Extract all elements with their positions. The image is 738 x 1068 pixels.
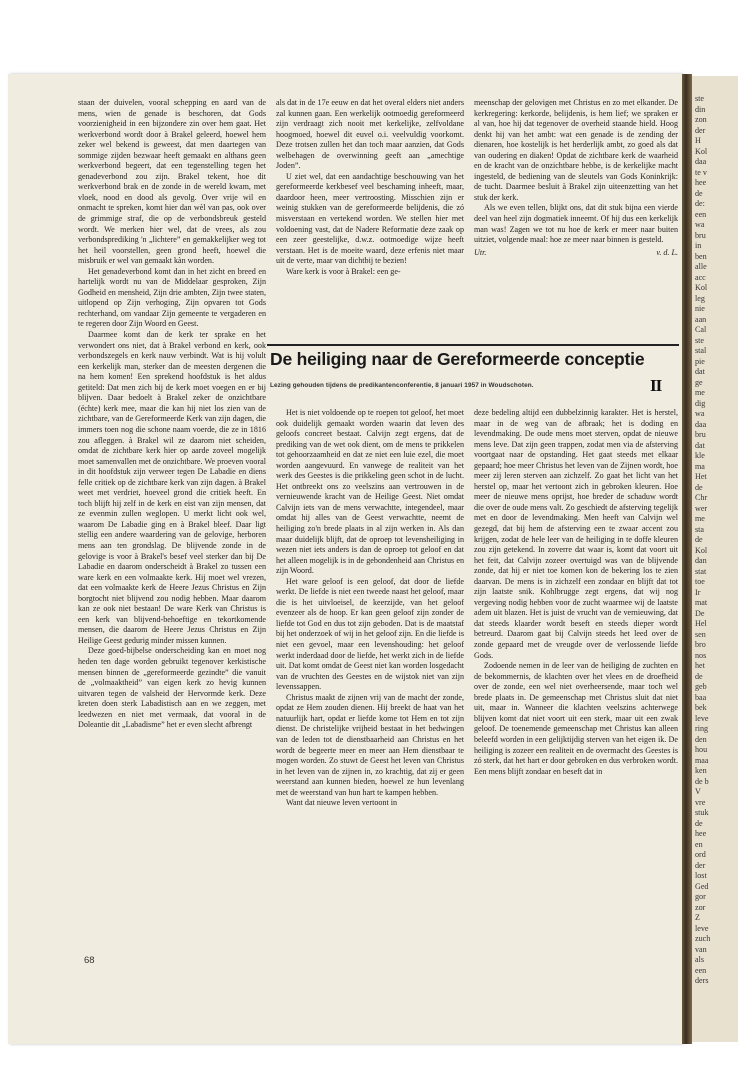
paragraph: U ziet wel, dat een aandachtige beschouwing van het gereformeerde kerkbesef veel beschaming inheeft, maar, daardoor heen, meer vertroosting. Misschien zijn er weinig stukken van de gereformeerde belijdenis, die zó misverstaan en vertekend worden. We stellen hier met voldoening vast, dat de Nadere Reformatie deze zaak op een zeer geestelijke, d.w.z. ootmoedige wijze heeft verstaan. Het is de moeite waard, deze erfenis niet maar uit de verte, maar van dichtbij te bezien! <box>276 171 464 266</box>
next-page-fragment: stat <box>695 566 707 576</box>
next-page-fragment: dat <box>695 367 705 376</box>
article-title: De heiliging naar de Gereformeerde conceptie <box>270 349 645 369</box>
next-page-fragment: din <box>695 104 706 114</box>
column-2-article <box>276 408 464 809</box>
paragraph: Zodoende nemen in de leer van de heiliging de zuchten en de bekommernis, de klachten over het vlees en de droefheid over de zonde, een wel niet overheersende, maar toch wel brede plaats in. De gemeenschap met Christus sluit dat niet uit, maar in. Wanneer die klachten veelszins achterwege blijven komt dat niet voort uit een sterk, maar uit een zwak geloof. De toenemende gemeenschap met Christus kan alleen beleefd worden in een gelijktijdig sterven van het eigen ik. De heiliging is zozeer een realiteit en de overmacht des Geestes is zó sterk, dat het hart er door gebroken en dus verbroken wordt. Een mens blijft zondaar en beseft dat in <box>474 661 678 776</box>
next-page-text-fragments <box>695 94 738 987</box>
next-page-fragment: de <box>695 188 703 198</box>
paragraph: Christus maakt de zijnen vrij van de macht der zonde, opdat ze Hem zouden dienen. Hij breekt de haat van het natuurlijk hart, opdat er liefde kome tot Hem en tot zijn dienst. De christelijke vrijheid bestaat in het bedwingen van de leden tot de dienstbaarheid aan Christus en het wordt de begeerte meer en meer aan Hem dienstbaar te mogen worden. Zo stuwt de Geest het leven van Christus in het leven van de zijnen in, zo krachtig, dat zij er geen weerstand aan kunnen bieden, hoewel ze hun levenlang met de weerstand van hun hart te kampen hebben. <box>276 692 464 797</box>
next-page-fragment: de <box>695 671 703 681</box>
paragraph: Deze goed-bijbelse onderscheiding kan en moet nog heden ten dage worden gebruikt tegenover kerkistische mensen binnen de „gereformeerde gezindte” die vanuit de „volmaaktheid” van eigen kerk zo hevig kunnen uitvaren tegen de valsheid der Hervormde kerk. Deze kreten doen sterk Labadistisch aan en we zeggen, met leedwezen en niet met vermaak, dat vooral in de Doleantie dit „Labadisme” het er even slecht afbrengt <box>78 646 266 730</box>
next-page-fragment: het <box>695 661 705 670</box>
signature-place: Utr. <box>474 247 487 257</box>
next-page-fragment: den <box>695 734 707 744</box>
next-page-fragment: daa <box>695 419 707 429</box>
next-page-fragment: stal <box>695 346 707 355</box>
next-page-fragment: Chr <box>695 493 708 502</box>
next-page-fragment: der <box>695 860 706 870</box>
next-page-fragment: ste <box>695 335 704 345</box>
next-page-fragment: wa <box>695 409 705 418</box>
next-page-fragment: maa <box>695 755 709 765</box>
next-page-fragment: pie <box>695 356 705 366</box>
next-page-fragment: V <box>695 787 701 796</box>
next-page-fragment: en <box>695 839 703 849</box>
next-page-fragment: me <box>695 388 705 397</box>
next-page-fragment: een <box>695 209 707 219</box>
book-gutter <box>682 74 692 1044</box>
next-page-fragment: gor <box>695 892 706 901</box>
next-page-fragment: Hel <box>695 619 707 628</box>
next-page-fragment: nos <box>695 650 707 660</box>
next-page-fragment: de b <box>695 776 709 786</box>
next-page-fragment: leve <box>695 713 709 723</box>
article-rule-top <box>267 344 679 346</box>
next-page-fragment: leve <box>695 923 709 933</box>
paragraph: Als we even tellen, blijkt ons, dat dit stuk bijna een vierde deel van heel zijn dogmatiek inneemt. Of hij dus een kerkelijk man was! Zagen we tot nu hoe de kerk er meer naar buiten uitziet, volgende maal: hoe ze meer naar binnen is gesteld. <box>474 203 678 245</box>
part-number: II <box>650 376 662 395</box>
next-page-fragment: mat <box>695 598 708 607</box>
next-page-fragment: der <box>695 125 706 135</box>
paragraph: Het genadeverbond komt dan in het zicht en breed en hartelijk wordt nu van de Middelaar gesproken, Zijn Godheid en mensheid, Zijn drie ambten, Zijn twee staten, uitlopend op Zijn verhoging, Zijn opvaren tot Gods rechterhand, om vandaar Zijn gemeente te vergaderen en te regeren door Zijn Woord en Geest. <box>78 266 266 329</box>
next-page-fragment: een <box>695 965 707 975</box>
next-page-edge <box>692 76 738 1042</box>
column-1 <box>78 98 266 731</box>
paragraph: Het ware geloof is een geloof, dat door de liefde werkt. De liefde is niet een tweede naast het geloof, maar die is het uitvloeisel, de keerzijde, van het geloof evenzeer als de hoop. Er kan geen geloof zijn zonder de liefde tot God en dus tot zijn geboden. Dat is de maatstaf bij het onderzoek of wij in het geloof zijn. En die liefde is niet een gevoel, maar een levenshouding: het geloof werkt inderdaad door de liefde, het werkt zich in de liefde uit. Dat komt omdat de Geest niet kan worden losgedacht van de vruchten des Geestes en de wijstok niet van zijn levenssappen. <box>276 576 464 692</box>
paragraph: staan der duivelen, vooral schepping en aard van de mens, wien de genade is beschoren, dat Gods voorzienigheid in een bijzondere zin over hem gaat. Het werkverbond wordt door à Brakel geleerd, hoewel hem zeker wel bekend is geweest, dat men daartegen van sommige zijden bezwaar heeft gemaakt en althans geen werkverbond begeert, dat een tegenstelling tegen het genadeverbond zou zijn. Brakel tekent, hoe dit werkverbond brak en de zonde in de wereld kwam, met vloek, nood en dood als gevolg. Over vrije wil en onmacht te spreken, komt hier dan wèl van pas, ook over de grimmige straf, die op de verbondsbreuk gesteld wordt. We merken hier wel, dat de vrees, als zou verbondsprediking 'n „lichtere” en gemakkelijker weg tot het heil voorstellen, geen grond heeft, hoewel die misbruik er wel van gemaakt kàn worden. <box>78 98 266 266</box>
next-page-fragment: ge <box>695 377 703 387</box>
signature-author: v. d. L. <box>656 247 678 257</box>
next-page-fragment: De <box>695 608 705 618</box>
next-page-fragment: te v <box>695 167 707 177</box>
next-page-fragment: ste <box>695 94 704 103</box>
paragraph: Het is niet voldoende op te roepen tot geloof, het moet ook duidelijk gemaakt worden waarin dat leven des geloofs concreet bestaat. Calvijn zegt ergens, dat de prediking van de wet ook dient, om de mens te prikkelen tot gehoorzaamheid en dat ze niet een luie ezel, die moet worden aangevuurd. En vanwege de realiteit van het werk des Geestes is die prikkeling geen schot in de lucht. Het ontbreekt ons zo veelszins aan vertrouwen in de vernieuwende kracht van de Heilige Geest. Niet omdat Calvijn iets van de mens verwachtte, integendeel, maar omdat hij alles van de Geest verwachtte, neemt de heiliging zo'n brede plaats in al zijn werken in. Als dan maar duidelijk blijft, dat de oproep tot levensheiliging in wezen niet iets anders is dan de oproep tot geloof en dat het alleen mogelijk is in de gebondenheid aan Christus en zijn Woord. <box>276 408 464 576</box>
next-page-fragment: alle <box>695 262 707 271</box>
next-page-fragment: H <box>695 136 701 145</box>
next-page-fragment: ken <box>695 766 707 775</box>
next-page-fragment: zor <box>695 902 706 912</box>
next-page-fragment: zon <box>695 115 707 124</box>
article-subtitle: Lezing gehouden tijdens de predikantenconferentie, 8 januari 1957 in Woudschoten. <box>270 382 534 389</box>
next-page-fragment: Kol <box>695 545 708 555</box>
next-page-fragment: dan <box>695 556 707 565</box>
next-page-fragment: ders <box>695 976 709 985</box>
next-page-fragment: daa <box>695 157 707 166</box>
next-page-fragment: kle <box>695 451 705 460</box>
next-page-fragment: van <box>695 944 707 954</box>
next-page-fragment: vre <box>695 797 706 807</box>
next-page-fragment: lost <box>695 871 707 880</box>
next-page-fragment: me <box>695 514 705 523</box>
column-3-article <box>474 408 678 777</box>
next-page-fragment: stuk <box>695 808 709 817</box>
next-page-fragment: sen <box>695 629 706 639</box>
next-page-fragment: geb <box>695 682 707 691</box>
paragraph: Want dat nieuwe leven vertoont in <box>286 798 398 808</box>
next-page-fragment: de <box>695 535 703 544</box>
next-page-fragment: sta <box>695 524 704 534</box>
next-page-fragment: in <box>695 241 702 250</box>
next-page-fragment: toe <box>695 577 705 586</box>
next-page-fragment: ben <box>695 251 707 261</box>
next-page-fragment: hou <box>695 745 708 754</box>
next-page-fragment: bro <box>695 640 706 649</box>
next-page-fragment: bru <box>695 230 706 240</box>
next-page-fragment: de <box>695 818 703 828</box>
next-page-fragment: bek <box>695 703 707 712</box>
next-page-fragment: nie <box>695 304 705 313</box>
next-page-fragment: leg <box>695 293 705 303</box>
next-page-fragment: Ged <box>695 881 709 891</box>
paragraph: meenschap der gelovigen met Christus en zo met elkander. De kerkregering: kerkorde, belijdenis, is hem lief; we spraken er al van, hoe hij dat tegenover de overheid staande hield. Hoog denkt hij van het ambt: wat een genade is de zending der dienaren, hoe kostelijk is het herderlijk ambt, zo goed als dat van oudering en diaken! Opdat de zichtbare kerk de waarheid en de kracht van de onzichtbare hebbe, is de kerkelijke macht ingesteld, de bediening van de sleutels van Gods Koninkrijk: de tucht. Daarmee besluit à Brakel zijn uiteenzetting van het stuk der kerk. <box>474 98 678 202</box>
next-page-fragment: wer <box>695 503 708 513</box>
next-page-fragment: zuch <box>695 934 711 943</box>
next-page-fragment: ring <box>695 724 709 733</box>
paragraph: als dat in de 17e eeuw en dat het overal elders niet anders zal kunnen gaan. Een werkelijk ootmoedig gereformeerd zijn verdraagt zich nooit met kerkelijke, zelfvoldane hoogmoed, hoewel dit euvel o.i. veelvuldig voorkomt. Deze trotsen zullen het dan toch maar aanzien, dat Gods welbehagen de overwinning geeft aan „amechtige Joden”. <box>276 98 464 171</box>
next-page-fragment: acc <box>695 272 706 282</box>
next-page-fragment: Kol <box>695 283 708 292</box>
next-page-fragment: de: <box>695 199 705 208</box>
signature <box>474 248 678 259</box>
next-page-fragment: wa <box>695 220 705 229</box>
next-page-fragment: ma <box>695 461 705 471</box>
next-page-fragment: dig <box>695 398 706 408</box>
next-page-fragment: Het <box>695 472 707 481</box>
next-page-fragment: ord <box>695 850 706 859</box>
next-page-fragment: aan <box>695 314 707 324</box>
next-page-fragment: als <box>695 955 704 964</box>
next-page-fragment: Kol <box>695 146 708 156</box>
paragraph: Daarmee komt dan de kerk ter sprake en het verwondert ons niet, dat à Brakel verbond en kerk, ook verbondszegels en kerk nauw verbindt. Wat is hij volult een kerkelijk man, sterker dan de meesten dergenen die na hem komen! Een sprekend hoofdstuk is het aldus getiteld: Dat men zich bij de kerk moet voegen en er bij blijven. Daar bedoelt à Brakel zeker de onzichtbare (échte) kerk mee, maar die kan hij niet los zien van de zichtbare, van de Gereformeerde Kerk van zijn dagen, die immers toen nog die schone naam voerde, die ze in 1816 zou afleggen. à Brakel wil ze daarom niet scheiden, omdat de zichtbare kerk hier op aarde zoveel mogelijk moet samenvallen met de onzichtbare. We proeven vooral in dit hoofdstuk zijn verweer tegen De Labadie en diens felle critiek op de zichtbare kerk van zijn dagen. à Brakel weet met verdriet, hoeveel grond die critiek heeft. En toch blijft hij zelf in de kerk en eist van zijn mensen, dat ze evenmin zullen weglopen. U merkt licht ook wel, waarom De Labadie ging en à Brakel bleef. Daar ligt stellig een andere waardering van de gelovige, herboren mens aan ten grondslag. De blijvende zonde in de gelovige is voor à Brakel's besef veel sterker dan bij De Labadie en daarom onderscheidt à Brakel zo tussen een ware kerk en een volmaakte kerk. Hij moet wel vrezen, dat een volmaakte kerk de Heere Jezus Christus en Zijn borgtocht niet blijvend zou nodig hebben. Maar daarom kan ze ook niet bestaan! De ware Kerk van Christus is een kerk van blijvend-behoeftige en tekortkomende mensen, die daarom de Heere Jezus Christus en Zijn Heilige Geest gedurig minder missen kunnen. <box>78 330 266 645</box>
next-page-fragment: Cal <box>695 325 707 334</box>
page-number: 68 <box>84 955 95 966</box>
next-page-fragment: Ir <box>695 587 701 597</box>
paragraph: deze bedeling altijd een dubbelzinnig karakter. Het is herstel, maar in de weg van de afbraak; het is doding en levendmaking. De oude mens moet sterven, opdat de nieuwe mens leve. Dat zijn geen trappen, zodat men via de afsterving voortgaat naar de opstanding. Het gaat steeds met elkaar gepaard; hoe meer Christus het leven van de Zijnen wordt, hoe meer zij leren sterven aan zichzelf. Zo gaat het licht van het herstel op, maar het vertoont zich in gebroken kleuren. Hoe meer de nieuwe mens oprijst, hoe breder de schaduw wordt die over de oude mens valt. Zo geschiedt de afsterving tegelijk met en door de levendmaking. Men heeft van Calvijn wel gezegd, dat bij hem de afsterving een te zwaar accent zou krijgen, zodat de hele leer van de heiliging in te doffe kleuren zou zijn getekend. In zoverre dat waar is, komt dat voort uit het feit, dat Calvijn zozeer overtuigd was van de blijvende zonde, dat hij er niet toe komen kon de bekering los te zien daarvan. De mens is in zichzelf een zondaar en blijft dat tot zijn laatste snik. Kohlbrugge zegt ergens, dat wij nog vergeving nodig hebben voor de zucht waarmee wij de laatste adem uit blazen. Het is juist de vrucht van de vernieuwing, dat dat steeds klaarder wordt beseft en steeds dieper wordt betreurd. Daarom gaat bij Calvijn steeds het leed over de zonde gepaard met de vreugde over de verlossende liefde Gods. <box>474 408 678 660</box>
next-page-fragment: bru <box>695 430 706 439</box>
next-page-fragment: de <box>695 482 703 492</box>
column-3-top <box>474 98 678 258</box>
column-2-top <box>276 98 464 277</box>
next-page-fragment: baa <box>695 692 707 702</box>
next-page-fragment: hee <box>695 178 707 187</box>
next-page-fragment: Z <box>695 913 700 922</box>
paragraph: Ware kerk is voor à Brakel: een ge- <box>286 266 401 276</box>
next-page-fragment: dat <box>695 440 705 450</box>
next-page-fragment: hee <box>695 829 707 838</box>
